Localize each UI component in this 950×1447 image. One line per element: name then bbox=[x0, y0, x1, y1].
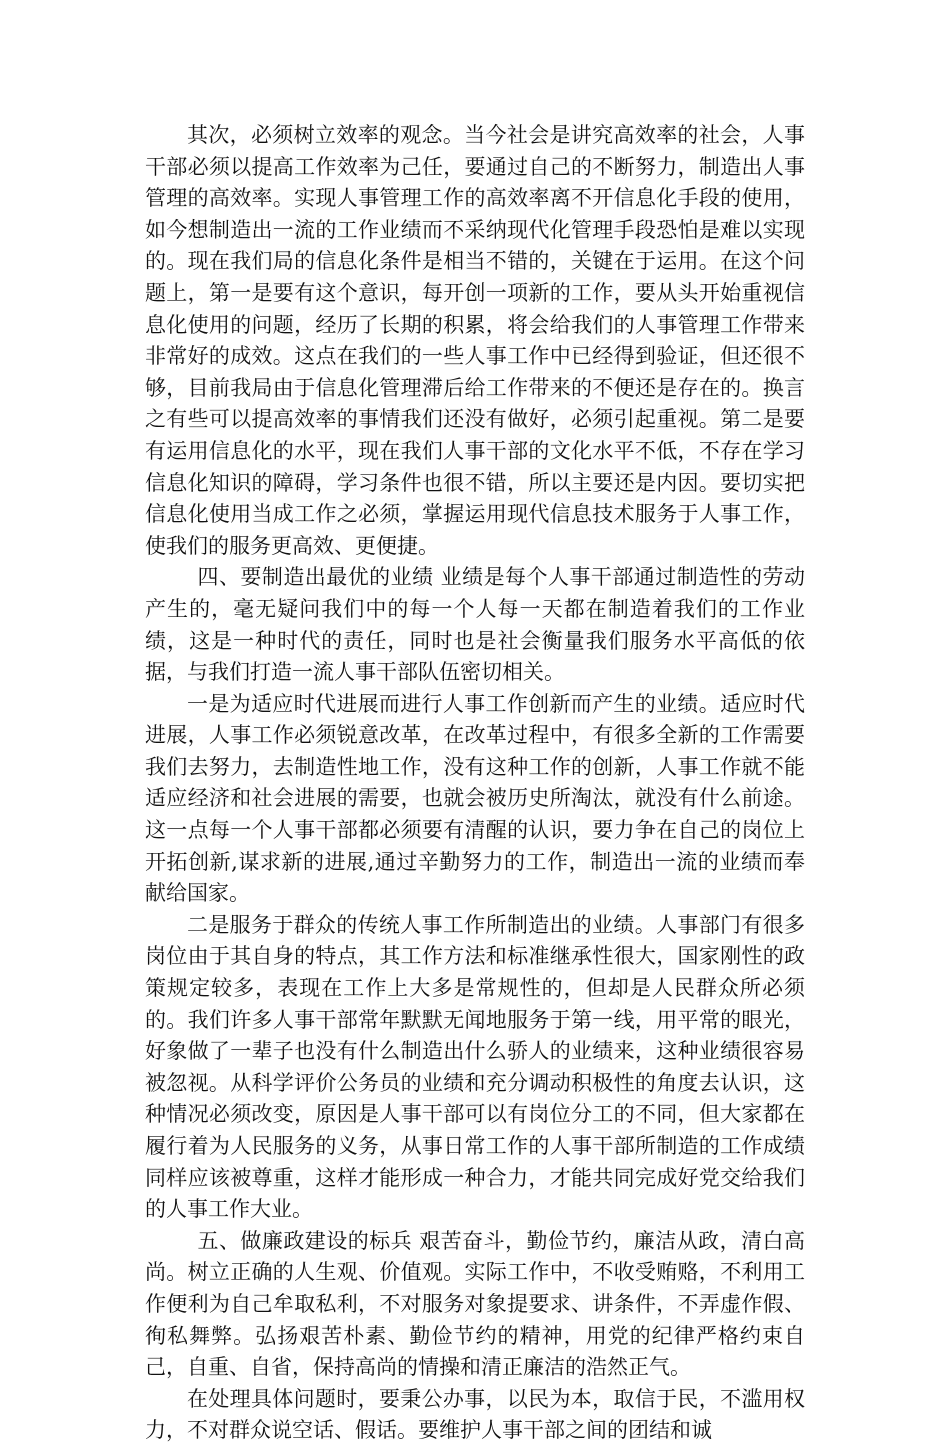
paragraph-handling-issues: 在处理具体问题时，要秉公办事，以民为本，取信于民，不滥用权力，不对群众说空话、假话。要维护人事干部之间的团结和诚 bbox=[145, 1386, 805, 1443]
paragraph-innovation-performance: 一是为适应时代进展而进行人事工作创新而产生的业绩。适应时代进展，人事工作必须锐意改革，在改革过程中，有很多全新的工作需要我们去努力，去制造性地工作，没有这种工作的创新，人事工作就不能适应经济和社会进展的需要，也就会被历史所淘汰，就没有什么前途。这一点每一个人事干部都必须要有清醒的认识，要力争在自己的岗位上开拓创新,谋求新的进展,通过辛勤努力的工作，制造出一流的业绩而奉献给国家。 bbox=[145, 691, 805, 906]
paragraph-efficiency: 其次，必须树立效率的观念。当今社会是讲究高效率的社会，人事干部必须以提高工作效率为己任，要通过自己的不断努力，制造出人事管理的高效率。实现人事管理工作的高效率离不开信息化手段的使用，如今想制造出一流的工作业绩而不采纳现代化管理手段恐怕是难以实现的。现在我们局的信息化条件是相当不错的，关键在于运用。在这个问题上，第一是要有这个意识，每开创一项新的工作，要从头开始重视信息化使用的问题，经历了长期的积累，将会给我们的人事管理工作带来非常好的成效。这点在我们的一些人事工作中已经得到验证，但还很不够，目前我局由于信息化管理滞后给工作带来的不便还是存在的。换言之有些可以提高效率的事情我们还没有做好，必须引起重视。第二是要有运用信息化的水平，现在我们人事干部的文化水平不低，不存在学习信息化知识的障碍，学习条件也很不错，所以主要还是内因。要切实把信息化使用当成工作之必须，掌握运用现代信息技术服务于人事工作，使我们的服务更高效、更便捷。 bbox=[145, 123, 805, 558]
paragraph-section-four-performance: 四、要制造出最优的业绩 业绩是每个人事干部通过制造性的劳动产生的，毫无疑问我们中的每一个人每一天都在制造着我们的工作业绩，这是一种时代的责任，同时也是社会衡量我们服务水平高低的依据，与我们打造一流人事干部队伍密切相关。 bbox=[145, 565, 805, 685]
paragraph-traditional-performance: 二是服务于群众的传统人事工作所制造出的业绩。人事部门有很多岗位由于其自身的特点，其工作方法和标准继承性很大，国家刚性的政策规定较多，表现在工作上大多是常规性的，但却是人民群众所必须的。我们许多人事干部常年默默无闻地服务于第一线，用平常的眼光，好象做了一辈子也没有什么制造出什么骄人的业绩来，这种业绩很容易被忽视。从科学评价公务员的业绩和充分调动积极性的角度去认识，这种情况必须改变，原因是人事干部可以有岗位分工的不同，但大家都在履行着为人民服务的义务，从事日常工作的人事干部所制造的工作成绩同样应该被尊重，这样才能形成一种合力，才能共同完成好党交给我们的人事工作大业。 bbox=[145, 912, 805, 1222]
document-body bbox=[145, 120, 805, 1447]
paragraph-section-five-integrity: 五、做廉政建设的标兵 艰苦奋斗，勤俭节约，廉洁从政，清白高尚。树立正确的人生观、价值观。实际工作中，不收受贿赂，不利用工作便利为自己牟取私利，不对服务对象提要求、讲条件，不弄虚作假、徇私舞弊。弘扬艰苦朴素、勤俭节约的精神，用党的纪律严格约束自己，自重、自省，保持高尚的情操和清正廉洁的浩然正气。 bbox=[145, 1228, 805, 1380]
